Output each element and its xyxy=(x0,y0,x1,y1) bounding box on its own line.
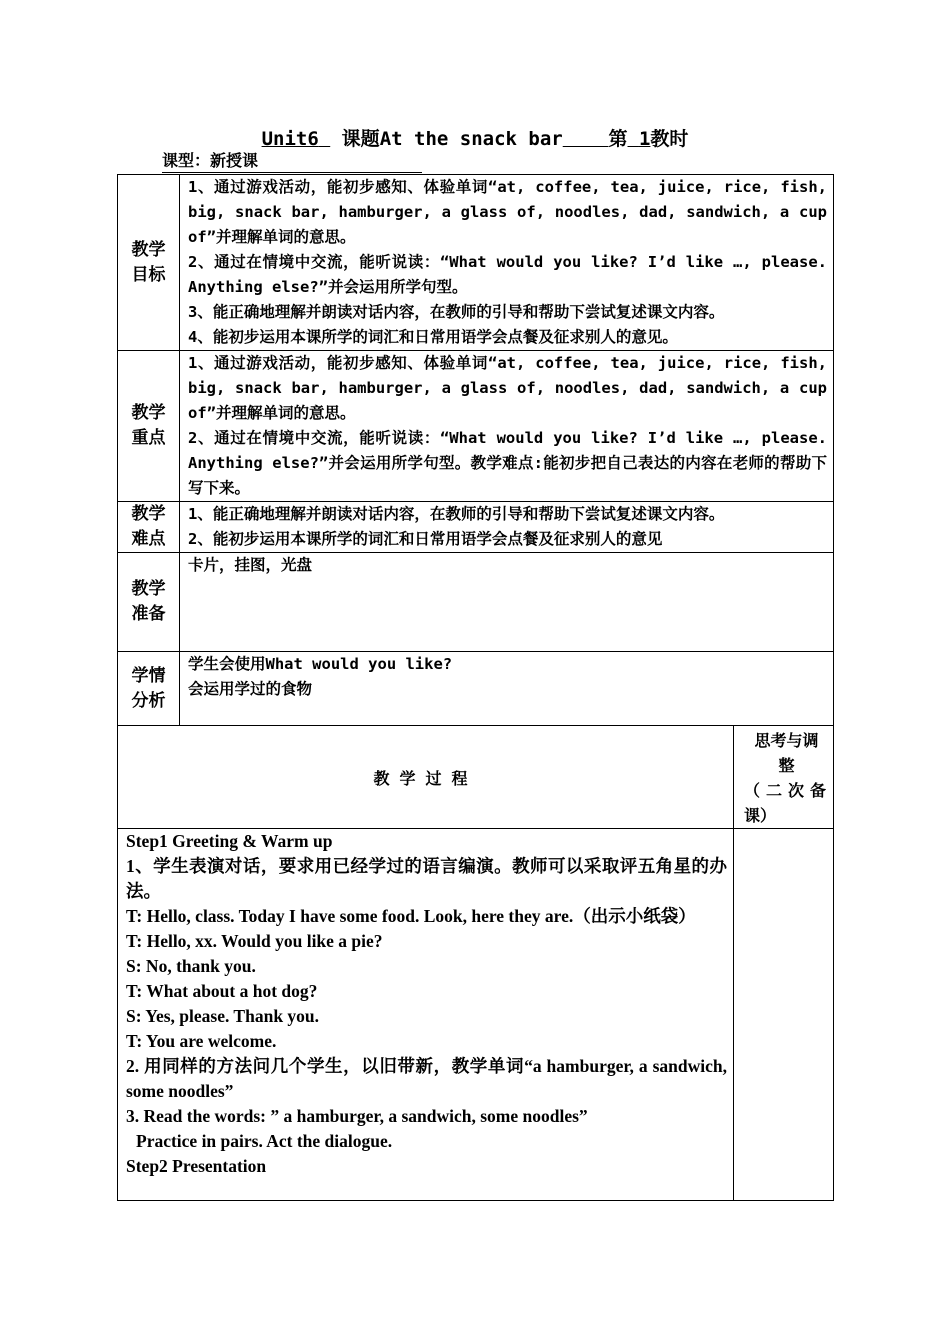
preparation-item: 卡片，挂图，光盘 xyxy=(188,556,313,574)
label-line: 教学 xyxy=(131,504,166,524)
process-line: 1、学生表演对话，要求用已经学过的语言编演。教师可以采取评五角星的办法。 xyxy=(126,856,727,901)
difficulty-item: 2、能初步运用本课所学的词汇和日常用语学会点餐及征求别人的意见 xyxy=(188,530,663,548)
process-line: T: Hello, xx. Would you like a pie? xyxy=(126,931,383,951)
process-row xyxy=(118,829,834,1201)
process-line: Practice in pairs. Act the dialogue. xyxy=(136,1131,393,1151)
lesson-type: 课型：新授课 xyxy=(162,150,422,173)
difficulty-item: 1、能正确地理解并朗读对话内容，在教师的引导和帮助下尝试复述课文内容。 xyxy=(188,505,725,523)
key-point-item: 1、通过游戏活动，能初步感知、体验单词“at, coffee, tea, juice, rice, fish, big, snack bar, hamburger, a glass of, noodles, dad, sandwich, a cup of”并理解单词的意思。 xyxy=(188,354,827,422)
difficulties-label xyxy=(118,502,180,553)
analysis-label xyxy=(118,652,180,726)
process-header: 教学过程 xyxy=(118,726,734,829)
process-line: Step2 Presentation xyxy=(126,1156,267,1176)
topic-prefix: 课题 xyxy=(341,128,380,150)
process-content xyxy=(118,829,734,1201)
preparation-content xyxy=(180,553,834,652)
label-line: 准备 xyxy=(131,604,166,624)
label-line: 教学 xyxy=(131,239,166,260)
key-point-item: 2、通过在情境中交流，能听说读：“What would you like? I’d like …, please. Anything else?”并会运用所学句型。教学难点:能初步把自己表达的内容在老师的帮助下写下来。 xyxy=(188,429,827,497)
reflect-header-line: 整 xyxy=(778,756,795,775)
label-line: 教学 xyxy=(131,579,166,599)
period-prefix: 第 xyxy=(608,128,628,150)
objective-item: 1、通过游戏活动，能初步感知、体验单词“at, coffee, tea, juice, rice, fish, big, snack bar, hamburger, a glass of, noodles, dad, sandwich, a cup of”并理解单词的意思。 xyxy=(188,178,827,246)
analysis-item: 学生会使用What would you like? xyxy=(188,655,453,673)
process-line: 3. Read the words: ” a hamburger, a sandwich, some noodles” xyxy=(126,1106,588,1126)
preparation-row xyxy=(118,553,834,652)
objective-item: 3、能正确地理解并朗读对话内容，在教师的引导和帮助下尝试复述课文内容。 xyxy=(188,303,725,321)
objectives-content xyxy=(180,175,834,351)
label-line: 学情 xyxy=(131,665,166,686)
process-line: S: No, thank you. xyxy=(126,956,256,976)
objectives-label xyxy=(118,175,180,351)
topic-title: At the snack bar xyxy=(379,128,563,150)
reflect-header-line: 课） xyxy=(744,806,777,825)
difficulties-content xyxy=(180,502,834,553)
process-line: 2. 用同样的方法问几个学生，以旧带新，教学单词“a hamburger, a sandwich, some noodles” xyxy=(126,1056,727,1101)
reflect-header-line: （二次备 xyxy=(744,781,833,800)
label-line: 重点 xyxy=(131,428,166,448)
analysis-content xyxy=(180,652,834,726)
process-line: T: You are welcome. xyxy=(126,1031,277,1051)
difficulties-row xyxy=(118,502,834,553)
period-number: 1 xyxy=(638,128,651,150)
label-line: 分析 xyxy=(131,690,166,711)
lesson-plan-table xyxy=(117,174,834,1201)
reflect-notes-cell xyxy=(734,829,834,1201)
objective-item: 4、能初步运用本课所学的词汇和日常用语学会点餐及征求别人的意见。 xyxy=(188,328,678,346)
analysis-row xyxy=(118,652,834,726)
process-line: Step1 Greeting & Warm up xyxy=(126,831,333,851)
key-points-row xyxy=(118,351,834,502)
label-line: 难点 xyxy=(131,529,166,549)
reflect-header xyxy=(734,726,834,829)
page-title xyxy=(0,124,950,151)
process-header-row xyxy=(118,726,834,829)
objective-item: 2、通过在情境中交流，能听说读：“What would you like? I’d like …, please. Anything else?”并会运用所学句型。 xyxy=(188,253,827,296)
key-points-content xyxy=(180,351,834,502)
unit-label: Unit6 xyxy=(261,128,319,150)
objectives-row xyxy=(118,175,834,351)
period-suffix: 教时 xyxy=(650,128,689,150)
process-line: T: What about a hot dog? xyxy=(126,981,318,1001)
process-line: S: Yes, please. Thank you. xyxy=(126,1006,320,1026)
reflect-header-line: 思考与调 xyxy=(754,731,819,750)
key-points-label xyxy=(118,351,180,502)
analysis-item: 会运用学过的食物 xyxy=(188,680,313,698)
label-line: 教学 xyxy=(131,403,166,423)
preparation-label xyxy=(118,553,180,652)
label-line: 目标 xyxy=(131,264,166,285)
process-line: T: Hello, class. Today I have some food. Look, here they are.（出示小纸袋） xyxy=(126,906,696,926)
